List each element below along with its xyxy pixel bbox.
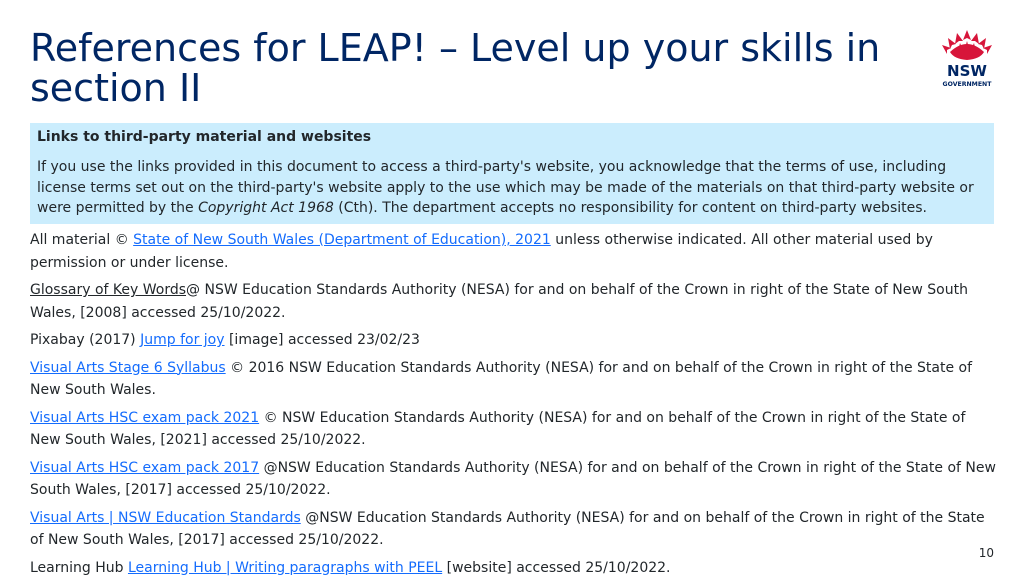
nsw-government-logo xyxy=(938,28,996,90)
reference-copyright xyxy=(30,229,1000,274)
link-visual-arts-nsw-education-standards[interactable]: Visual Arts | NSW Education Standards xyxy=(30,509,301,526)
reference-text: @NSW Education Standards Authority (NESA) for and on behalf of the Crown in right of the State of New South Wales, [2017] accessed 25/10/2022. xyxy=(30,509,985,548)
reference-text: @ NSW Education Standards Authority (NESA) for and on behalf of the Crown in right of the State of New South Wales, [2008] accessed 25/10/2022. xyxy=(30,282,968,321)
reference-text: Learning Hub xyxy=(30,559,128,576)
reference-text: © 2016 NSW Education Standards Authority (NESA) for and on behalf of the Crown in right of the State of New South Wales. xyxy=(30,359,973,398)
reference-text: [image] accessed 23/02/23 xyxy=(224,332,420,348)
logo-text-government: GOVERNMENT xyxy=(942,81,992,88)
link-visual-arts-hsc-exam-pack-2017[interactable]: Visual Arts HSC exam pack 2017 xyxy=(30,459,260,476)
reference-text: Pixabay (2017) xyxy=(30,332,141,348)
glossary-of-key-words-label: Glossary of Key Words xyxy=(30,282,187,298)
link-visual-arts-stage-6-syllabus[interactable]: Visual Arts Stage 6 Syllabus xyxy=(30,359,226,376)
reference-syllabus xyxy=(30,357,1000,402)
copyright-act-title: Copyright Act 1968 xyxy=(198,200,334,216)
reference-pixabay xyxy=(30,329,1000,352)
reference-learning-hub xyxy=(30,557,1000,580)
page-number: 10 xyxy=(978,546,994,560)
reference-exam-pack-2021 xyxy=(30,407,1000,452)
notice-heading: Links to third-party material and websites xyxy=(37,129,372,145)
link-visual-arts-hsc-exam-pack-2021[interactable]: Visual Arts HSC exam pack 2021 xyxy=(30,409,260,426)
reference-text: @NSW Education Standards Authority (NESA) for and on behalf of the Crown in right of the State of New South Wales, [2017] accessed 25/10/2022. xyxy=(30,459,996,498)
reference-text: [website] accessed 25/10/2022. xyxy=(442,559,671,576)
logo-text-nsw: NSW xyxy=(947,62,987,80)
third-party-notice-box xyxy=(30,123,994,224)
slide-title: References for LEAP! – Level up your skills in section II xyxy=(30,26,881,110)
notice-body xyxy=(37,157,987,219)
references-list xyxy=(30,229,1000,584)
reference-exam-pack-2017 xyxy=(30,457,1000,502)
waratah-flower-icon xyxy=(942,30,992,60)
reference-nesa-visual-arts xyxy=(30,507,1000,552)
link-state-of-nsw-department-of-education[interactable]: State of New South Wales (Department of Education), 2021 xyxy=(133,232,551,248)
link-jump-for-joy[interactable]: Jump for joy xyxy=(140,332,225,348)
reference-text: © NSW Education Standards Authority (NESA) for and on behalf of the Crown in right of the State of New South Wales, [2021] accessed 25/10/2022. xyxy=(30,409,966,448)
notice-body-start: If you use the links provided in this document to access a third-party's website, you acknowledge that the terms of use, including license terms set out on the third-party's website apply to the use which may be made of the materials on that third-party website or were permitted by the xyxy=(37,159,974,216)
reference-glossary xyxy=(30,279,1000,324)
reference-text: unless otherwise indicated. All other material used by permission or under license. xyxy=(30,232,933,271)
notice-body-end: (Cth). The department accepts no responsibility for content on third-party websites. xyxy=(333,200,927,216)
link-learning-hub-writing-paragraphs-with-peel[interactable]: Learning Hub | Writing paragraphs with PEEL xyxy=(127,559,443,576)
reference-text: All material © xyxy=(30,232,134,248)
